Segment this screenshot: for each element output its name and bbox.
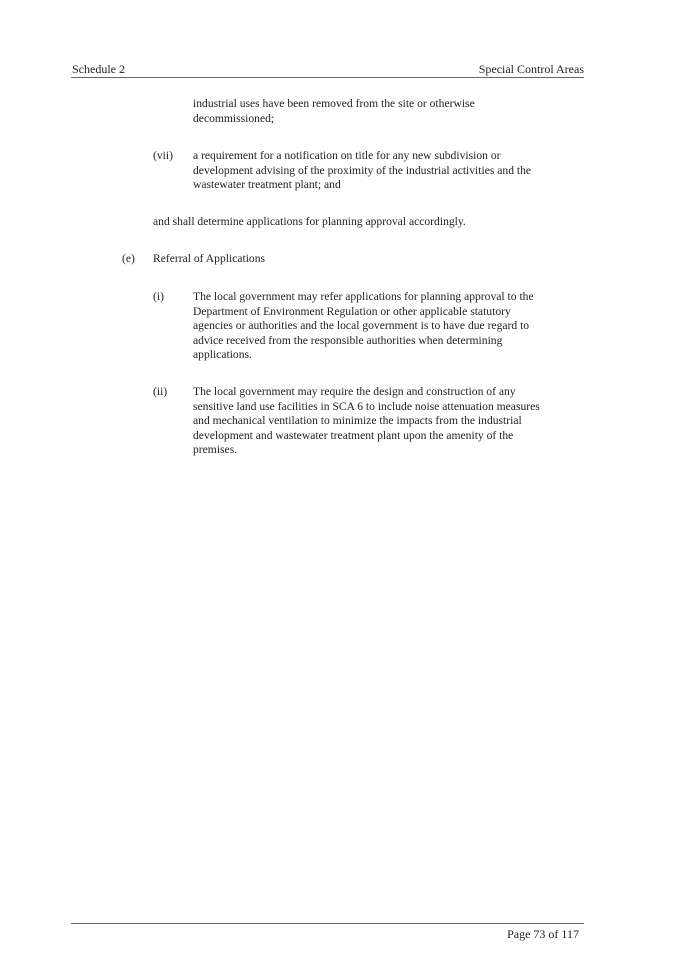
- text-line: advice received from the responsible authorities when determining: [193, 333, 503, 347]
- text-line: sensitive land use facilities in SCA 6 to include noise attenuation measures: [193, 399, 540, 413]
- text-line: and mechanical ventilation to minimize the impacts from the industrial: [193, 414, 522, 427]
- text-line: wastewater treatment plant; and: [193, 178, 341, 191]
- text-line: development and wastewater treatment plant upon the amenity of the: [193, 428, 514, 442]
- text-line: a requirement for a notification on title for any new subdivision or: [193, 149, 501, 162]
- text-line: decommissioned;: [193, 111, 275, 125]
- continuation-text: [193, 97, 475, 126]
- item-vii-text: [193, 149, 531, 193]
- section-e-number: (e): [122, 252, 135, 265]
- item-ii-number: (ii): [153, 385, 168, 398]
- section-e-title: Referral of Applications: [153, 252, 266, 265]
- text-line: The local government may require the design and construction of any: [193, 385, 516, 398]
- text-line: development advising of the proximity of the industrial activities and the: [193, 163, 532, 177]
- text-line: applications.: [193, 348, 252, 361]
- header-section-title: Special Control Areas: [478, 62, 584, 76]
- text-line: industrial uses have been removed from the site or otherwise: [193, 97, 475, 110]
- footer-rule: [71, 923, 584, 924]
- header-schedule: Schedule 2: [72, 62, 125, 76]
- text-line: premises.: [193, 443, 238, 456]
- header-rule: [71, 77, 584, 78]
- text-line: agencies or authorities and the local government is to have due regard to: [193, 319, 530, 332]
- item-vii-number: (vii): [153, 149, 173, 162]
- text-line: The local government may refer applications for planning approval to the: [193, 290, 534, 303]
- closing-text: and shall determine applications for planning approval accordingly.: [153, 215, 466, 228]
- page-number: Page 73 of 117: [507, 927, 579, 941]
- text-line: Department of Environment Regulation or other applicable statutory: [193, 304, 511, 318]
- item-i-number: (i): [153, 290, 164, 303]
- item-ii-text: [193, 385, 540, 458]
- item-i-text: [193, 290, 534, 363]
